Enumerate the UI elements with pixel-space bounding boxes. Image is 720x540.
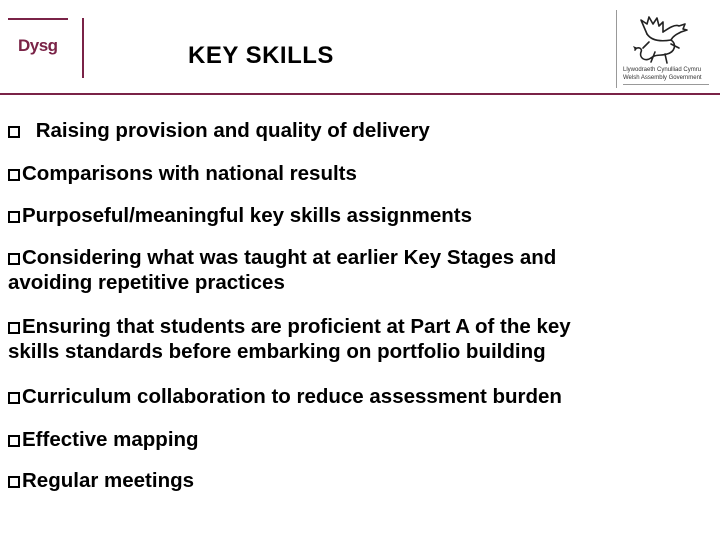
bullet-text-continued: avoiding repetitive practices [8,271,285,294]
welsh-dragon-icon [633,14,697,66]
bullet-text: Comparisons with national results [22,162,357,185]
list-item [8,161,708,186]
dysg-logo [8,18,84,78]
bullet-text: Purposeful/meaningful key skills assignments [22,204,472,227]
list-item [8,468,708,493]
checkbox-square-icon [8,322,20,334]
list-item [8,384,708,409]
checkbox-square-icon [8,253,20,265]
list-item [8,427,708,452]
list-item [8,203,708,228]
wag-divider [623,84,709,85]
checkbox-square-icon [8,126,20,138]
bullet-list [8,118,708,493]
checkbox-square-icon [8,476,20,488]
bullet-text: Raising provision and quality of delivery [30,119,430,142]
wag-caption-welsh: Llywodraeth Cynulliad Cymru [623,67,702,73]
bullet-text: Ensuring that students are proficient at Part A of the key [22,315,571,338]
page-title: KEY SKILLS [188,42,334,69]
bullet-text-continued: skills standards before embarking on portfolio building [8,340,546,363]
welsh-assembly-logo [616,10,712,88]
list-item [8,245,708,295]
bullet-text: Curriculum collaboration to reduce assessment burden [22,385,562,408]
logo-bar [8,18,68,20]
header-divider [0,93,720,95]
checkbox-square-icon [8,169,20,181]
checkbox-square-icon [8,435,20,447]
bullet-text: Regular meetings [22,469,195,492]
checkbox-square-icon [8,392,20,404]
checkbox-square-icon [8,211,20,223]
list-item [8,314,708,364]
wag-caption-english: Welsh Assembly Government [623,75,702,81]
list-item [8,118,708,143]
bullet-text: Effective mapping [22,428,199,451]
dysg-logo-text: Dysg [18,36,58,55]
bullet-text: Considering what was taught at earlier Key Stages and [22,246,557,269]
